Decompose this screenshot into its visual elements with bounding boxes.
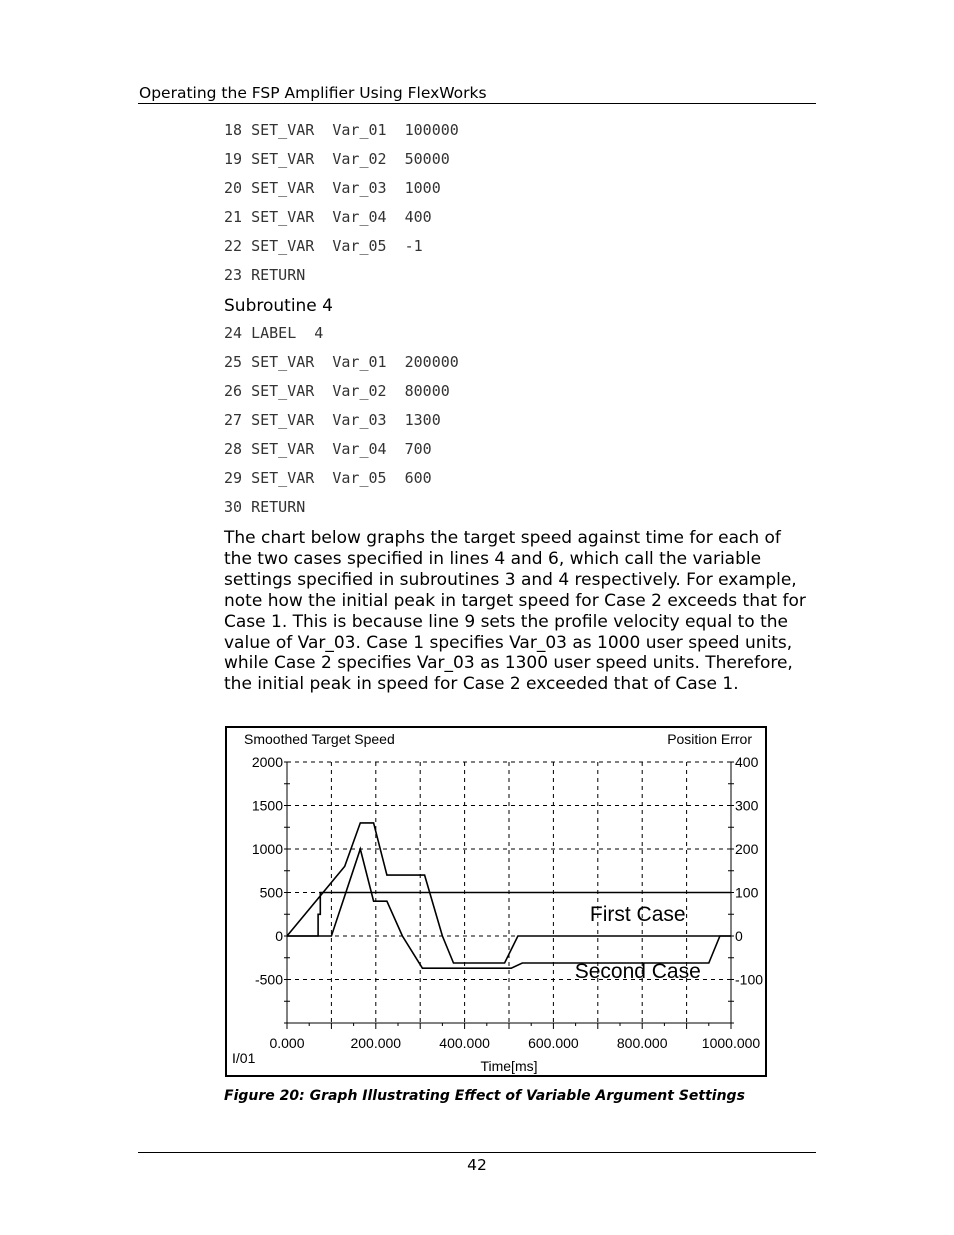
code-line: 20 SET_VAR Var_03 1000: [224, 179, 441, 197]
code-line: 24 LABEL 4: [224, 324, 324, 342]
x-tick-label: 400.000: [439, 1035, 490, 1051]
footer-rule: [138, 1152, 816, 1153]
x-tick-label: 1000.000: [701, 1035, 761, 1051]
code-line: 19 SET_VAR Var_02 50000: [224, 150, 450, 168]
corner-label: I/01: [232, 1050, 256, 1066]
body-paragraph: The chart below graphs the target speed against time for each of the two cases specified in lines 4 and 6, which call the variable settings specified in subroutines 3 and 4 respectively. For example, note how the initial peak in target speed for Case 2 exceeds that for Case 1. This is because line 9 sets the profile velocity equal to the value of Var_03. Case 1 specifies Var_03 as 1000 user speed units, while Case 2 specifies Var_03 as 1300 user speed units. Therefore, the initial peak in speed for Case 2 exceeded that of Case 1.: [224, 528, 806, 695]
y-tick-label-left: -500: [254, 971, 283, 988]
series-label: Second Case: [574, 959, 701, 983]
chart-frame: [225, 726, 767, 1077]
chart-title-right: Position Error: [667, 731, 752, 747]
header-rule: [138, 103, 816, 104]
y-tick-label-left: 2000: [251, 754, 283, 770]
y-tick-label-right: -100: [735, 971, 764, 988]
code-line: 28 SET_VAR Var_04 700: [224, 440, 432, 458]
code-line: 27 SET_VAR Var_03 1300: [224, 411, 441, 429]
y-tick-label-right: 0: [735, 928, 743, 944]
code-line: 30 RETURN: [224, 498, 306, 516]
subroutine-heading: Subroutine 4: [224, 296, 333, 316]
y-tick-label-left: 1500: [251, 797, 283, 814]
figure-caption: Figure 20: Graph Illustrating Effect of Variable Argument Settings: [224, 1088, 745, 1104]
y-tick-label-right: 200: [735, 841, 759, 857]
x-tick-label: 800.000: [616, 1035, 668, 1051]
x-tick-label: 200.000: [350, 1035, 402, 1051]
code-line: 23 RETURN: [224, 266, 306, 284]
page-header-title: Operating the FSP Amplifier Using FlexWorks: [139, 84, 487, 102]
speed-chart: [227, 728, 765, 1075]
code-line: 26 SET_VAR Var_02 80000: [224, 382, 450, 400]
code-line: 29 SET_VAR Var_05 600: [224, 469, 432, 487]
code-line: 21 SET_VAR Var_04 400: [224, 208, 432, 226]
y-tick-label-left: 1000: [251, 841, 283, 857]
y-tick-label-left: 0: [275, 928, 283, 944]
y-tick-label-right: 300: [735, 797, 759, 814]
chart-title-left: Smoothed Target Speed: [244, 731, 395, 747]
y-tick-label-right: 100: [735, 884, 759, 901]
series-label: First Case: [589, 902, 686, 926]
code-line: 25 SET_VAR Var_01 200000: [224, 353, 459, 371]
x-tick-label: 600.000: [528, 1035, 579, 1051]
page-number: 42: [467, 1156, 487, 1174]
x-axis-label: Time[ms]: [480, 1058, 538, 1074]
y-tick-label-left: 500: [259, 884, 283, 901]
x-tick-label: 0.000: [269, 1035, 305, 1051]
code-line: 22 SET_VAR Var_05 -1: [224, 237, 423, 255]
y-tick-label-right: 400: [735, 754, 759, 770]
code-line: 18 SET_VAR Var_01 100000: [224, 121, 459, 139]
